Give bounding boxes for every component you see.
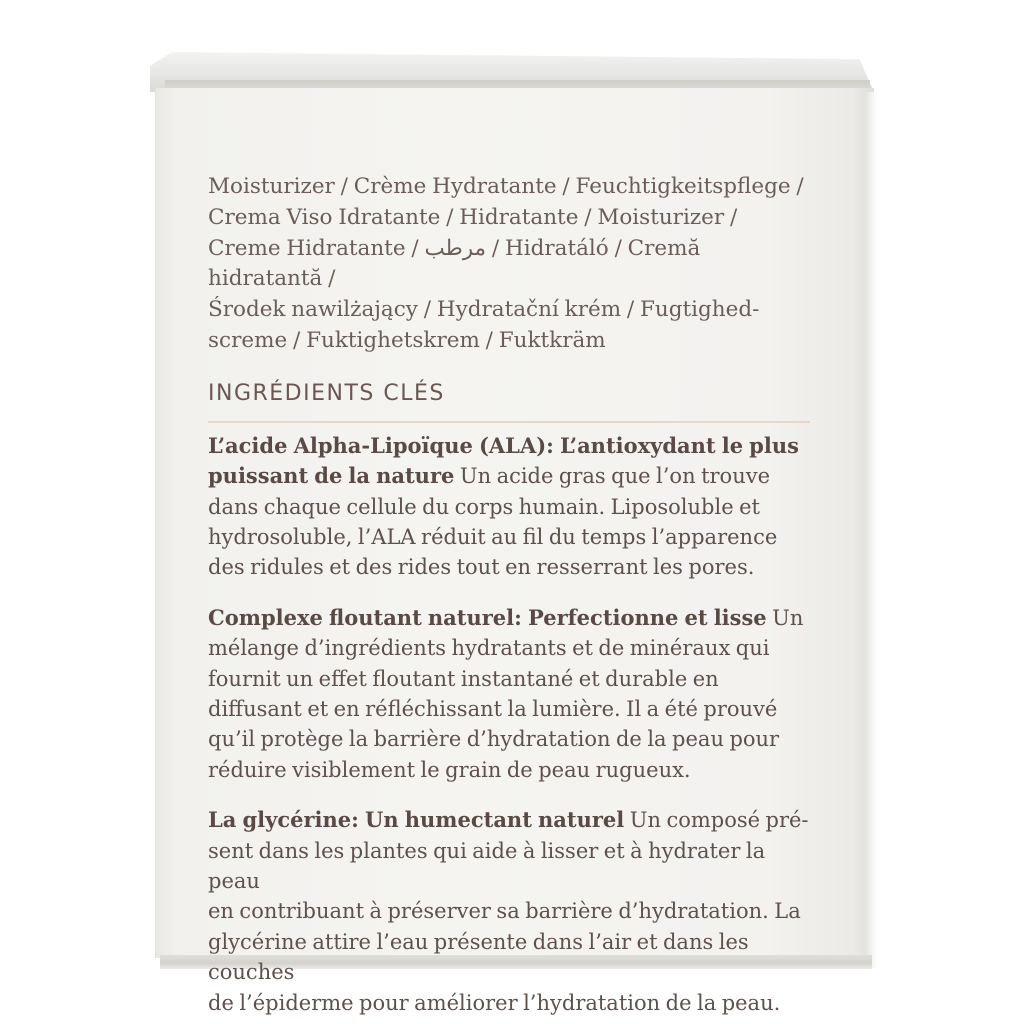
ingredient-title: La glycérine: Un humectant naturel bbox=[208, 807, 625, 833]
ingredient-paragraph-glycerin bbox=[208, 805, 818, 1018]
ingredient-paragraph-ala bbox=[208, 431, 818, 583]
label-text-block bbox=[208, 172, 818, 1018]
ingredient-title: L’acide Alpha-Lipoïque (ALA): L’antioxydant le plus puissant de la nature bbox=[208, 432, 799, 489]
ingredient-description: Un composé pré- sent dans les plantes qui aide à lisser et à hydrater la peau en contribuant à préserver sa barrière d’hydratation. La glycérine attire l’eau présente dans l’air et dans les couches de l’épiderme pour améliorer l’hydratation de la peau. bbox=[208, 808, 809, 1015]
ingredient-description: Un mélange d’ingrédients hydratants et de minéraux qui fournit un effet floutant instantané et durable en diffusant et en réfléchissant la lumière. Il a été prouvé qu’il protège la barrière d’hydratation de la peau pour réduire visiblement le grain de peau rugueux. bbox=[208, 605, 804, 782]
heading-divider bbox=[208, 421, 810, 423]
product-name-translations: Moisturizer / Crème Hydratante / Feuchtigkeitspflege / Crema Viso Idratante / Hidratante / Moisturizer / Creme Hidratante / مرطب / Hidratáló / Cremă hidratantă / Środek nawilżający / Hydratační krém / Fugtighed- screme / Fuktighetskrem / Fuktkräm bbox=[208, 174, 804, 353]
ingredient-title: Complexe floutant naturel: Perfectionne et lisse bbox=[208, 604, 767, 630]
ingredient-paragraph-blurring-complex bbox=[208, 603, 818, 785]
section-heading: INGRÉDIENTS CLÉS bbox=[208, 380, 445, 406]
box-right-edge bbox=[865, 92, 879, 968]
ingredient-description: Un acide gras que l’on trouve dans chaque cellule du corps humain. Liposoluble et hydrosoluble, l’ALA réduit au fil du temps l’apparence des ridules et des rides tout en resserrant les pores. bbox=[208, 464, 778, 580]
